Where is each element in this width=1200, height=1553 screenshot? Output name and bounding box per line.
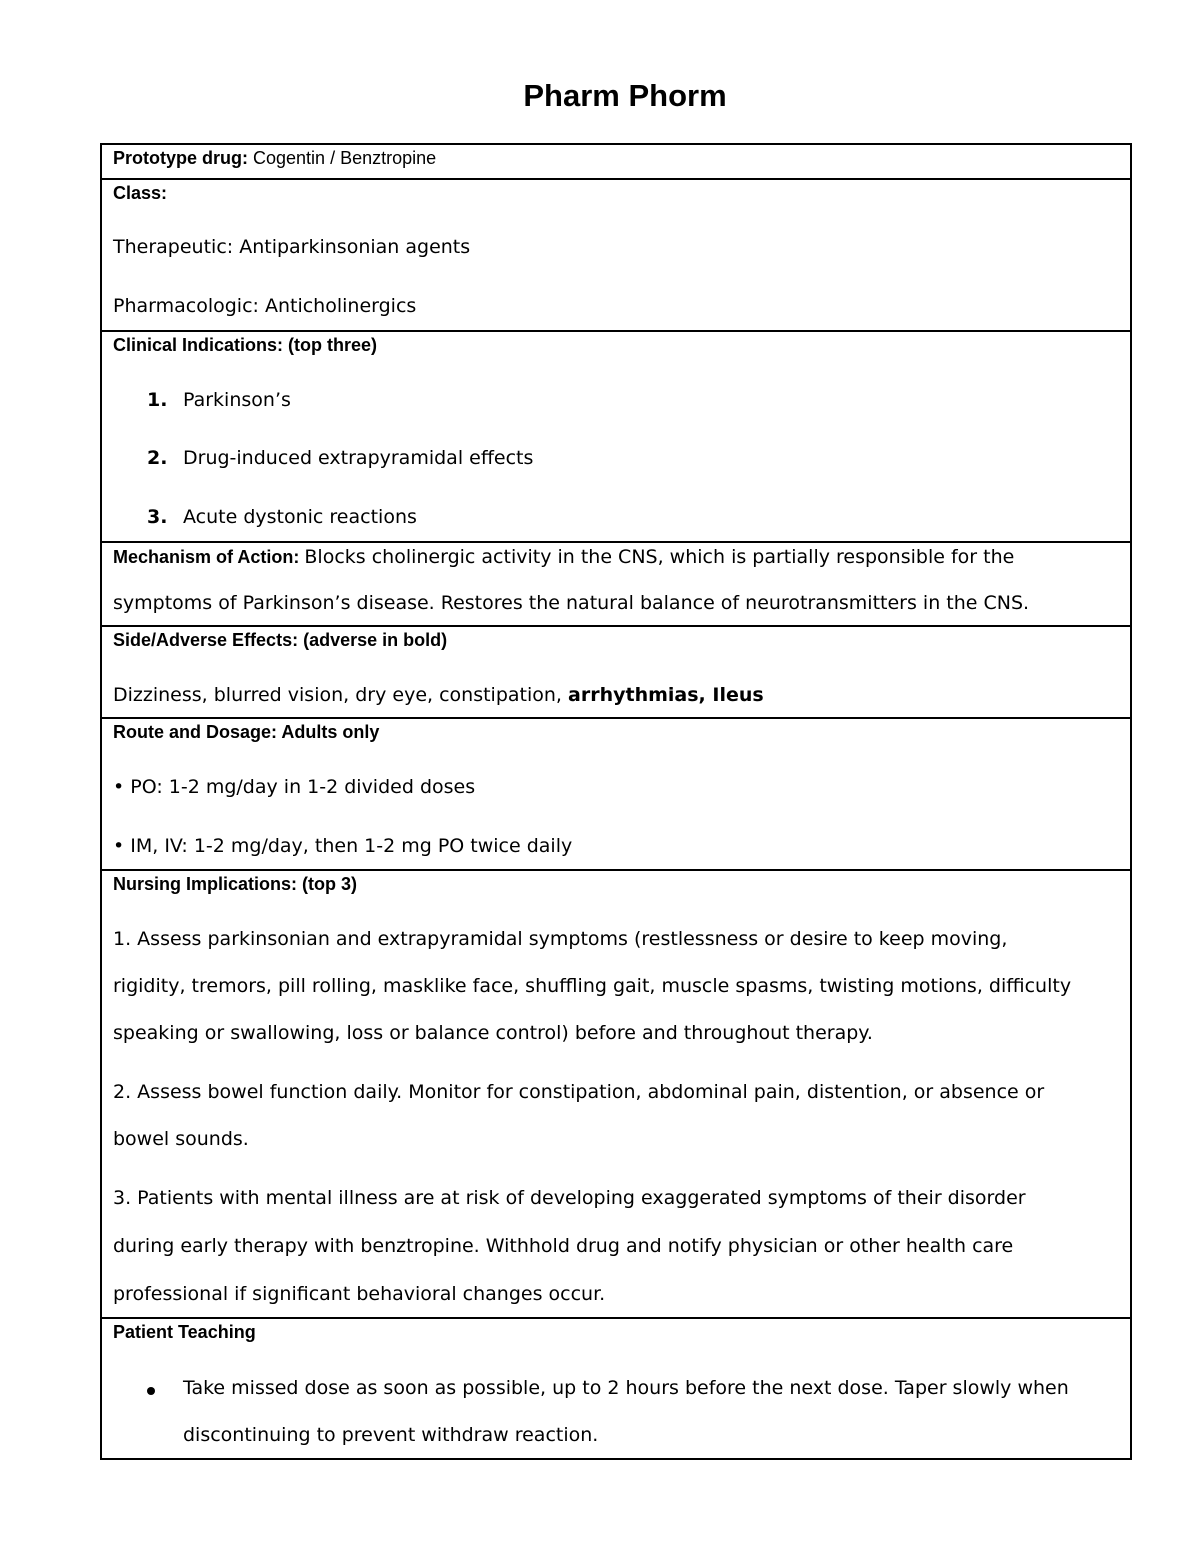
side-effects-text [113, 684, 764, 706]
nursing-1-line: 1. Assess parkinsonian and extrapyramidal symptoms (restlessness or desire to keep moving, [113, 928, 1008, 950]
class-row [102, 180, 1130, 332]
side-effects-list: Dizziness, blurred vision, dry eye, constipation, [113, 684, 562, 706]
indication-item [147, 389, 167, 411]
nursing-row [102, 871, 1130, 1319]
route-row [102, 719, 1130, 871]
nursing-2-line: 2. Assess bowel function daily. Monitor for constipation, abdominal pain, distention, or absence or [113, 1081, 1045, 1103]
adverse-effects-list: arrhythmias, Ileus [568, 684, 764, 706]
indication-item [147, 506, 167, 528]
indication-item [147, 447, 167, 469]
side-effects-label: Side/Adverse Effects: (adverse in bold) [113, 630, 448, 650]
side-effects-row [102, 627, 1130, 719]
class-therapeutic: Therapeutic: Antiparkinsonian agents [113, 236, 471, 258]
prototype-value: Cogentin / Benztropine [253, 148, 437, 168]
mechanism-label: Mechanism of Action: [113, 547, 300, 567]
indication-number: 3. [147, 506, 168, 528]
mechanism-row [102, 543, 1130, 627]
page-title: Pharm Phorm [523, 78, 727, 113]
indication-number: 1. [147, 389, 168, 411]
nursing-3-line: during early therapy with benztropine. Withhold drug and notify physician or other health care [113, 1235, 1014, 1257]
indication-text: Acute dystonic reactions [183, 506, 417, 528]
nursing-label: Nursing Implications: (top 3) [113, 874, 358, 894]
route-label: Route and Dosage: Adults only [113, 722, 380, 742]
route-im-iv: • IM, IV: 1-2 mg/day, then 1-2 mg PO twice daily [113, 835, 573, 857]
prototype-label: Prototype drug: [113, 148, 248, 168]
mechanism-text: Blocks cholinergic activity in the CNS, which is partially responsible for the [304, 546, 1015, 568]
teaching-line-2: discontinuing to prevent withdraw reaction. [183, 1424, 599, 1446]
mechanism-line-1 [113, 546, 1014, 568]
class-label: Class: [113, 183, 168, 203]
nursing-3-line: 3. Patients with mental illness are at risk of developing exaggerated symptoms of their disorder [113, 1187, 1026, 1209]
teaching-line-1: Take missed dose as soon as possible, up to 2 hours before the next dose. Taper slowly when [183, 1377, 1069, 1399]
prototype-label-line [113, 148, 436, 169]
indication-text: Drug-induced extrapyramidal effects [183, 447, 534, 469]
nursing-1-line: speaking or swallowing, loss or balance control) before and throughout therapy. [113, 1022, 873, 1044]
teaching-row [102, 1319, 1130, 1458]
bullet-icon [147, 1387, 155, 1395]
nursing-1-line: rigidity, tremors, pill rolling, masklike face, shuffling gait, muscle spasms, twisting motions, difficulty [113, 975, 1072, 997]
indications-label: Clinical Indications: (top three) [113, 335, 378, 355]
prototype-row [102, 145, 1130, 180]
indication-number: 2. [147, 447, 168, 469]
nursing-2-line: bowel sounds. [113, 1128, 249, 1150]
indications-row [102, 332, 1130, 543]
route-po: • PO: 1-2 mg/day in 1-2 divided doses [113, 776, 476, 798]
mechanism-line-2: symptoms of Parkinson’s disease. Restores the natural balance of neurotransmitters in the CNS. [113, 592, 1030, 614]
class-pharmacologic: Pharmacologic: Anticholinergics [113, 295, 417, 317]
drug-form-table [100, 143, 1132, 1460]
nursing-3-line: professional if significant behavioral changes occur. [113, 1283, 606, 1305]
indication-text: Parkinson’s [183, 389, 291, 411]
teaching-label: Patient Teaching [113, 1322, 256, 1342]
